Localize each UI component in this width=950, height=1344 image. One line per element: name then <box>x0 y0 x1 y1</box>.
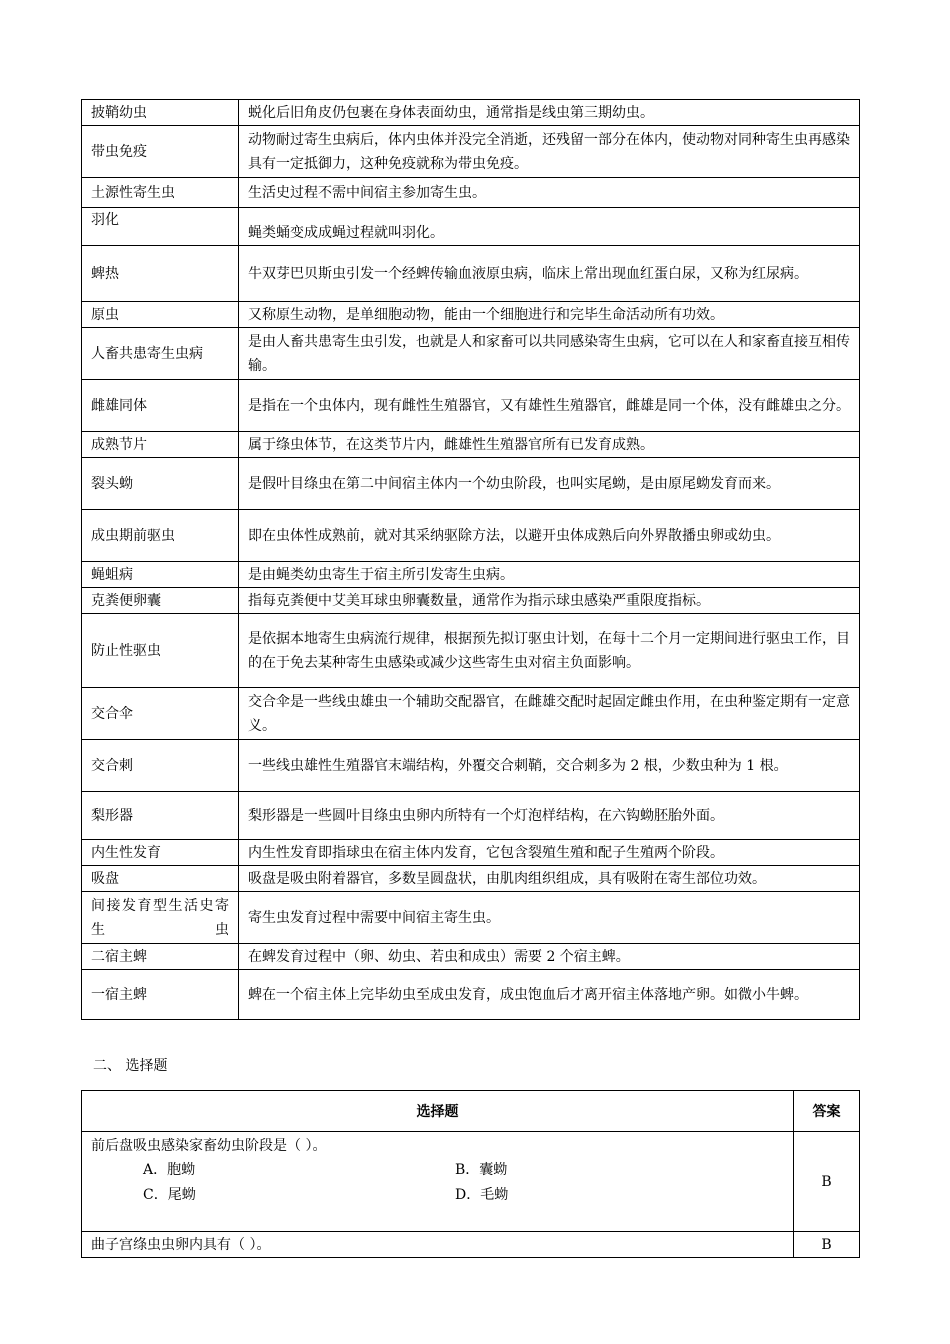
table-row <box>82 562 860 588</box>
term-cell: 成熟节片 <box>82 432 239 458</box>
table-row <box>82 432 860 458</box>
table-row <box>82 178 860 208</box>
term-cell: 内生性发育 <box>82 840 239 866</box>
definition-cell: 蜱在一个宿主体上完毕幼虫至成虫发育，成虫饱血后才离开宿主体落地产卵。如微小牛蜱。 <box>239 970 860 1020</box>
term-cell: 交合伞 <box>82 688 239 740</box>
table-row <box>82 970 860 1020</box>
table-row <box>82 380 860 432</box>
table-row <box>82 740 860 792</box>
choice-table <box>81 1090 860 1258</box>
definition-cell: 在蜱发育过程中（卵、幼虫、若虫和成虫）需要 2 个宿主蜱。 <box>239 944 860 970</box>
term-cell: 原虫 <box>82 302 239 328</box>
definition-cell: 牛双芽巴贝斯虫引发一个经蜱传输血液原虫病，临床上常出现血红蛋白尿，又称为红尿病。 <box>239 246 860 302</box>
option-d: D．毛蚴 <box>455 1187 509 1203</box>
definition-cell: 吸盘是吸虫附着器官，多数呈圆盘状，由肌肉组织组成，具有吸附在寄生部位功效。 <box>239 866 860 892</box>
definition-cell: 指每克粪便中艾美耳球虫卵囊数量，通常作为指示球虫感染严重限度指标。 <box>239 588 860 614</box>
definition-cell: 即在虫体性成熟前，就对其采纳驱除方法，以避开虫体成熟后向外界散播虫卵或幼虫。 <box>239 510 860 562</box>
table-header-row <box>82 1091 860 1132</box>
term-cell: 交合刺 <box>82 740 239 792</box>
table-row <box>82 944 860 970</box>
question-cell <box>82 1132 794 1232</box>
term-cell: 带虫免疫 <box>82 126 239 178</box>
definition-cell: 属于绦虫体节，在这类节片内，雌雄性生殖器官所有已发育成熟。 <box>239 432 860 458</box>
term-cell: 二宿主蜱 <box>82 944 239 970</box>
answer-cell: B <box>794 1132 860 1232</box>
option-a: A．胞蚴 <box>143 1162 196 1178</box>
table-row <box>82 208 860 246</box>
term-cell: 防止性驱虫 <box>82 614 239 688</box>
table-row <box>82 100 860 126</box>
term-cell: 披鞘幼虫 <box>82 100 239 126</box>
table-row <box>82 792 860 840</box>
definition-cell: 是假叶目绦虫在第二中间宿主体内一个幼虫阶段，也叫实尾蚴，是由原尾蚴发育而来。 <box>239 458 860 510</box>
definition-cell: 寄生虫发育过程中需要中间宿主寄生虫。 <box>239 892 860 944</box>
term-cell: 裂头蚴 <box>82 458 239 510</box>
header-question: 选择题 <box>82 1091 794 1132</box>
term-cell: 人畜共患寄生虫病 <box>82 328 239 380</box>
definition-cell: 生活史过程不需中间宿主参加寄生虫。 <box>239 178 860 208</box>
document-page <box>81 99 860 1258</box>
answer-cell: B <box>794 1232 860 1258</box>
definition-cell: 蝇类蛹变成成蝇过程就叫羽化。 <box>239 208 860 246</box>
table-row <box>82 892 860 944</box>
option-c: C．尾蚴 <box>143 1187 196 1203</box>
question-cell: 曲子宫绦虫虫卵内具有（ ）。 <box>82 1232 794 1258</box>
definition-cell: 是由蝇类幼虫寄生于宿主所引发寄生虫病。 <box>239 562 860 588</box>
table-row <box>82 840 860 866</box>
option-b: B．囊蚴 <box>455 1162 508 1178</box>
definition-cell: 又称原生动物，是单细胞动物，能由一个细胞进行和完毕生命活动所有功效。 <box>239 302 860 328</box>
table-row <box>82 1132 860 1232</box>
options-grid <box>143 1158 784 1208</box>
term-cell: 间接发育型生活史寄生虫 <box>82 892 239 944</box>
table-row <box>82 126 860 178</box>
definition-cell: 一些线虫雄性生殖器官末端结构，外覆交合刺鞘，交合刺多为 2 根，少数虫种为 1 根。 <box>239 740 860 792</box>
table-row <box>82 588 860 614</box>
table-row <box>82 866 860 892</box>
section-heading: 二、 选择题 <box>93 1058 168 1074</box>
table-row <box>82 614 860 688</box>
table-row <box>82 1232 860 1258</box>
question-text: 前后盘吸虫感染家畜幼虫阶段是（ ）。 <box>91 1138 327 1154</box>
table-row <box>82 688 860 740</box>
definition-cell: 是依据本地寄生虫病流行规律，根据预先拟订驱虫计划，在每十二个月一定期间进行驱虫工作，目的在于免去某种寄生虫感染或减少这些寄生虫对宿主负面影响。 <box>239 614 860 688</box>
term-cell: 雌雄同体 <box>82 380 239 432</box>
definition-cell: 梨形器是一些圆叶目绦虫虫卵内所特有一个灯泡样结构，在六钩蚴胚胎外面。 <box>239 792 860 840</box>
term-cell: 蝇蛆病 <box>82 562 239 588</box>
terms-table <box>81 99 860 1020</box>
term-cell: 吸盘 <box>82 866 239 892</box>
table-row <box>82 302 860 328</box>
term-cell: 梨形器 <box>82 792 239 840</box>
definition-cell: 是由人畜共患寄生虫引发，也就是人和家畜可以共同感染寄生虫病，它可以在人和家畜直接互相传输。 <box>239 328 860 380</box>
term-cell: 克粪便卵囊 <box>82 588 239 614</box>
table-row <box>82 328 860 380</box>
table-row <box>82 510 860 562</box>
definition-cell: 是指在一个虫体内，现有雌性生殖器官，又有雄性生殖器官，雌雄是同一个体，没有雌雄虫之分。 <box>239 380 860 432</box>
definition-cell: 内生性发育即指球虫在宿主体内发育，它包含裂殖生殖和配子生殖两个阶段。 <box>239 840 860 866</box>
definition-cell: 蜕化后旧角皮仍包裹在身体表面幼虫，通常指是线虫第三期幼虫。 <box>239 100 860 126</box>
term-cell: 羽化 <box>82 208 239 246</box>
table-row <box>82 246 860 302</box>
term-cell: 一宿主蜱 <box>82 970 239 1020</box>
term-cell: 蜱热 <box>82 246 239 302</box>
term-cell: 土源性寄生虫 <box>82 178 239 208</box>
header-answer: 答案 <box>794 1091 860 1132</box>
definition-cell: 交合伞是一些线虫雄虫一个辅助交配器官，在雌雄交配时起固定雌虫作用，在虫种鉴定期有一定意义。 <box>239 688 860 740</box>
definition-cell: 动物耐过寄生虫病后，体内虫体并没完全消逝，还残留一部分在体内，使动物对同种寄生虫再感染具有一定抵御力，这种免疫就称为带虫免疫。 <box>239 126 860 178</box>
term-cell: 成虫期前驱虫 <box>82 510 239 562</box>
table-row <box>82 458 860 510</box>
